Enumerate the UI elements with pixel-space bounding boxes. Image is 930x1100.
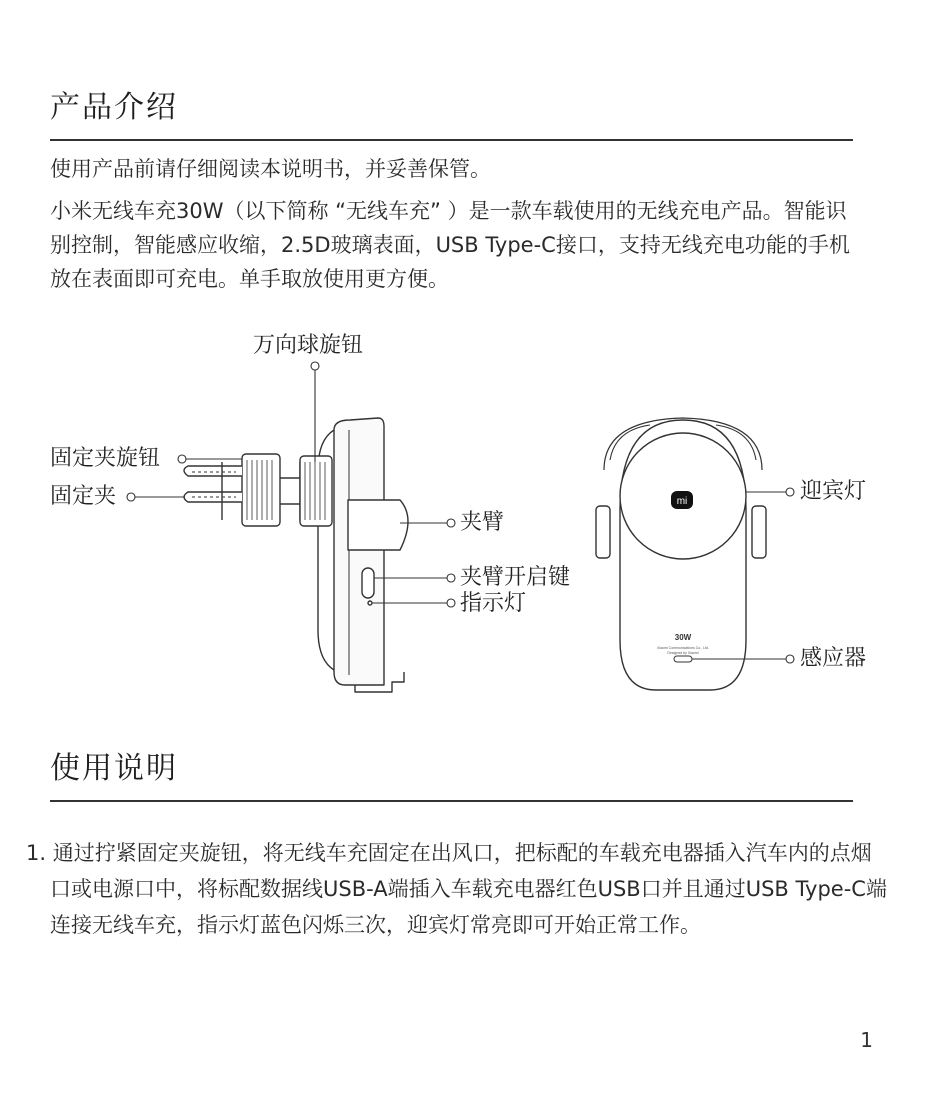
usage-step-1: 1. 通过拧紧固定夹旋钮，将无线车充固定在出风口，把标配的车载充电器插入汽车内的点烟口或电源口中，将标配数据线USB-A端插入车载充电器红色USB口并且通过USB Type-C端连接无线车充，指示灯蓝色闪烁三次，迎宾灯常亮即可开始正常工作。 xyxy=(26,841,887,937)
label-indicator: 指示灯 xyxy=(460,591,527,616)
label-welcome-light: 迎宾灯 xyxy=(800,479,867,504)
page-number: 1 xyxy=(860,1028,873,1052)
label-ball-knob: 万向球旋钮 xyxy=(253,333,364,358)
intro-paragraph-2: 小米无线车充30W（以下简称 “无线车充” ）是一款车载使用的无线充电产品。智能识别控制，智能感应收缩，2.5D玻璃表面，USB Type-C接口，支持无线充电功能的手机放在表面即可充电。单手取放使用更方便。 xyxy=(50,199,850,291)
label-arm-button: 夹臂开启键 xyxy=(460,565,571,590)
label-clamp: 固定夹 xyxy=(50,484,117,509)
usage-title: 使用说明 xyxy=(50,751,178,786)
maker-text: Xiaomi Communications Co., Ltd. xyxy=(657,646,709,650)
designer-text: Designed by Xiaomi xyxy=(667,651,699,655)
intro-paragraph-1: 使用产品前请仔细阅读本说明书，并妥善保管。 xyxy=(50,157,491,181)
logo-text: mi xyxy=(676,496,688,507)
label-sensor: 感应器 xyxy=(800,646,867,671)
power-rating: 30W xyxy=(674,633,692,642)
label-clamp-knob: 固定夹旋钮 xyxy=(50,446,161,471)
intro-title: 产品介绍 xyxy=(50,90,178,125)
label-arm: 夹臂 xyxy=(460,510,505,535)
usage-divider xyxy=(50,800,853,802)
